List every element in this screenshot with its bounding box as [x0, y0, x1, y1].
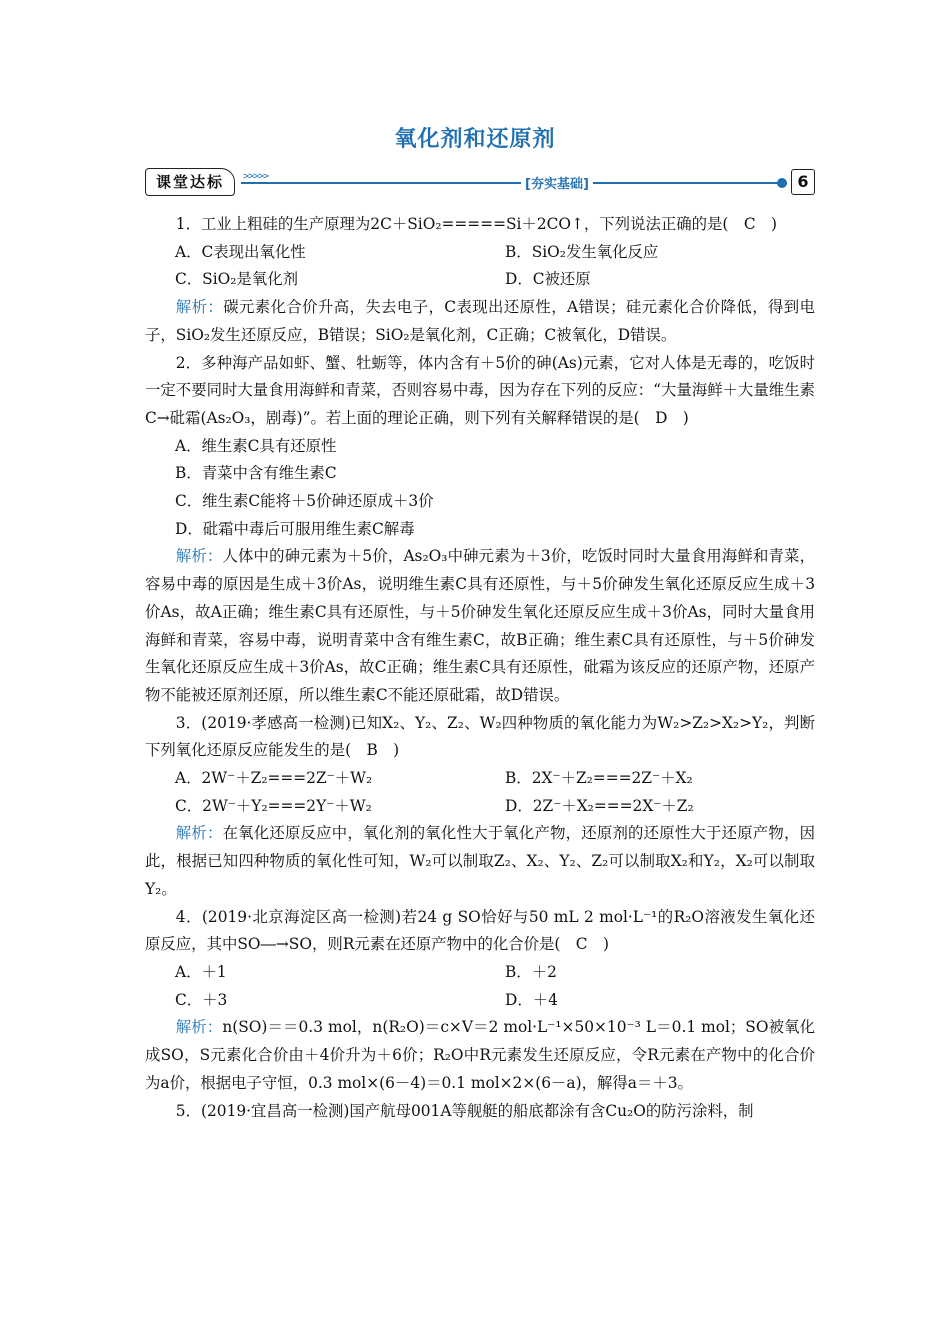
question-4-stem: 4．(2019·北京海淀区高一检测)若24 g SO恰好与50 mL 2 mol·L⁻¹的R₂O溶液发生氧化还原反应，其中SO―→SO，则R元素在还原产物中的化合价是( C ) — [145, 907, 815, 954]
banner-label: 课堂达标 — [145, 168, 235, 196]
question-1-option-a: A．C表现出氧化性 — [175, 242, 306, 261]
banner-line — [241, 182, 787, 184]
question-3-option-a: A．2W⁻＋Z₂===2Z⁻＋W₂ — [175, 769, 373, 788]
question-4-option-d: D．＋4 — [505, 990, 558, 1009]
question-content — [145, 211, 815, 1125]
question-4-option-b: B．＋2 — [505, 962, 557, 981]
banner-arrows: >>>>> — [243, 171, 269, 182]
question-2-option-b: B．青菜中含有维生素C — [175, 464, 337, 483]
banner-center-label: [夯实基础] — [521, 173, 593, 192]
question-1-options-row-2 — [145, 266, 815, 294]
question-1-option-d: D．C被还原 — [505, 270, 591, 289]
question-1-analysis — [145, 294, 815, 349]
banner-end-dot — [777, 178, 787, 188]
question-3-option-d: D．2Z⁻＋X₂===2X⁻＋Z₂ — [505, 796, 694, 815]
analysis-label: 解析： — [175, 824, 223, 843]
question-4-options-row-1 — [145, 959, 815, 987]
question-1-option-b: B．SiO₂发生氧化反应 — [505, 242, 659, 261]
page-title: 氧化剂和还原剂 — [394, 127, 556, 152]
question-2-stem: 2．多种海产品如虾、蟹、牡蛎等，体内含有＋5价的砷(As)元素，它对人体是无毒的，吃饭时一定不要同时大量食用海鲜和青菜，否则容易中毒，因为存在下列的反应：“大量海鲜＋大量维生素C→砒霜(As₂O₃，剧毒)”。若上面的理论正确，则下列有关解释错误的是( D ) — [145, 353, 815, 427]
section-banner — [145, 168, 815, 198]
question-4-analysis-text: n(SO)＝＝0.3 mol，n(R₂O)＝c×V＝2 mol·L⁻¹×50×10⁻³ L＝0.1 mol；SO被氧化成SO，S元素化合价由＋4价升为＋6价；R₂O中R元素发生还原反应，令R元素在产物中的化合价为a价，根据电子守恒，0.3 mol×(6－4)＝0.1 mol×2×(6－a)，解得a＝＋3。 — [145, 1018, 815, 1092]
question-5-stem: 5．(2019·宜昌高一检测)国产航母001A等舰艇的船底都涂有含Cu₂O的防污涂料，制 — [175, 1101, 754, 1120]
question-4-options-row-2 — [145, 987, 815, 1015]
question-2-option-d: D．砒霜中毒后可服用维生素C解毒 — [175, 519, 415, 538]
question-3-option-b: B．2X⁻＋Z₂===2Z⁻＋X₂ — [505, 769, 693, 788]
question-4-option-a: A．＋1 — [175, 962, 227, 981]
question-1-option-c: C．SiO₂是氧化剂 — [175, 270, 298, 289]
question-3-stem: 3．(2019·孝感高一检测)已知X₂、Y₂、Z₂、W₂四种物质的氧化能力为W₂>Z₂>X₂>Y₂，判断下列氧化还原反应能发生的是( B ) — [145, 713, 815, 760]
question-3-option-c: C．2W⁻＋Y₂===2Y⁻＋W₂ — [175, 796, 372, 815]
question-3-options-row-1 — [145, 765, 815, 793]
question-3-options-row-2 — [145, 793, 815, 821]
question-2-option-c: C．维生素C能将＋5价砷还原成＋3价 — [175, 492, 434, 511]
question-1-stem: 1．工业上粗硅的生产原理为2C＋SiO₂=====Si＋2CO↑，下列说法正确的是( C ) — [175, 215, 777, 233]
question-1-options-row-1 — [145, 239, 815, 267]
question-1-analysis-text: 碳元素化合价升高，失去电子，C表现出还原性，A错误；硅元素化合价降低，得到电子，SiO₂发生还原反应，B错误；SiO₂是氧化剂，C正确；C被氧化，D错误。 — [145, 298, 815, 344]
question-4-analysis — [145, 1014, 815, 1097]
question-3-analysis-text: 在氧化还原反应中，氧化剂的氧化性大于氧化产物，还原剂的还原性大于还原产物，因此，根据已知四种物质的氧化性可知，W₂可以制取Z₂、X₂、Y₂、Z₂可以制取X₂和Y₂，X₂可以制取Y₂。 — [145, 824, 815, 898]
analysis-label: 解析： — [175, 298, 224, 317]
question-4-option-c: C．＋3 — [175, 990, 228, 1009]
question-3-analysis — [145, 820, 815, 903]
banner-number: 6 — [791, 169, 815, 195]
question-2-analysis-text: 人体中的砷元素为＋5价，As₂O₃中砷元素为＋3价，吃饭时同时大量食用海鲜和青菜，容易中毒的原因是生成＋3价As，说明维生素C具有还原性，与＋5价砷发生氧化还原反应生成＋3价As，故A正确；维生素C具有还原性，与＋5价砷发生氧化还原反应生成＋3价As，同时大量食用海鲜和青菜，容易中毒，说明青菜中含有维生素C，故B正确；维生素C具有还原性，与＋5价砷发生氧化还原反应生成＋3价As，故C正确；维生素C具有还原性，砒霜为该反应的还原产物，还原产物不能被还原剂还原，所以维生素C不能还原砒霜，故D错误。 — [145, 547, 815, 704]
question-2-option-a: A．维生素C具有还原性 — [175, 436, 337, 455]
question-2-analysis — [145, 543, 815, 709]
analysis-label: 解析： — [175, 1018, 223, 1037]
analysis-label: 解析： — [175, 547, 223, 566]
